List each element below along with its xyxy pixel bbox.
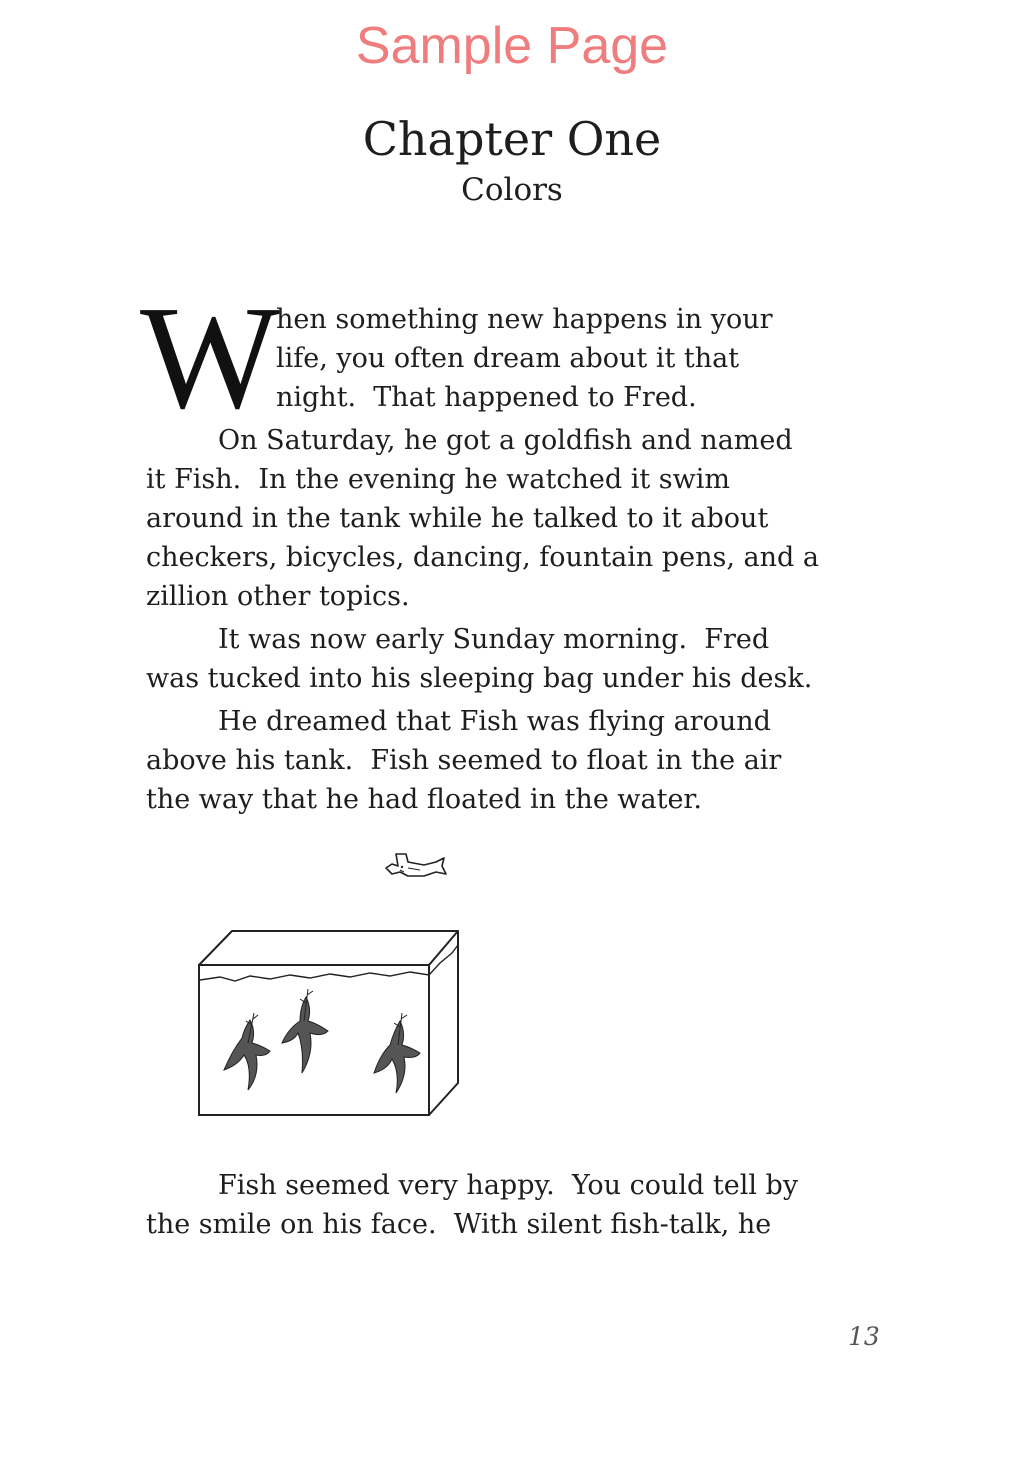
paragraph-line: Fish seemed very happy. You could tell by [218, 1170, 799, 1201]
chapter-subtitle: Colors [461, 172, 563, 208]
paragraph-line: It was now early Sunday morning. Fred [218, 624, 770, 655]
aquarium-plant [224, 1013, 270, 1090]
paragraph-line: He dreamed that Fish was flying around [218, 706, 771, 737]
paragraph-line: hen something new happens in your [276, 304, 773, 335]
paragraph-line: was tucked into his sleeping bag under his desk. [146, 663, 813, 694]
paragraph-line: checkers, bicycles, dancing, fountain pens, and a [146, 542, 819, 573]
flying-fish-illustration [380, 848, 450, 888]
paragraph-line: On Saturday, he got a goldfish and named [218, 425, 793, 456]
paragraph-line: above his tank. Fish seemed to float in the air [146, 745, 782, 776]
paragraph-line: around in the tank while he talked to it about [146, 503, 769, 534]
aquarium-plant [282, 989, 328, 1073]
drop-cap: W [140, 276, 280, 440]
fish-tank-illustration [190, 925, 470, 1125]
paragraph-line: life, you often dream about it that [276, 343, 740, 374]
chapter-title: Chapter One [362, 112, 662, 166]
sample-page-watermark: Sample Page [355, 17, 669, 75]
paragraph-line: it Fish. In the evening he watched it swim [146, 464, 730, 495]
paragraph-line: zillion other topics. [146, 581, 410, 612]
paragraph-line: the way that he had floated in the water. [146, 784, 702, 815]
paragraph-line: the smile on his face. With silent fish-talk, he [146, 1209, 772, 1240]
page-number: 13 [848, 1322, 880, 1351]
aquarium-plant [374, 1013, 420, 1093]
paragraph-line: night. That happened to Fred. [276, 382, 697, 413]
